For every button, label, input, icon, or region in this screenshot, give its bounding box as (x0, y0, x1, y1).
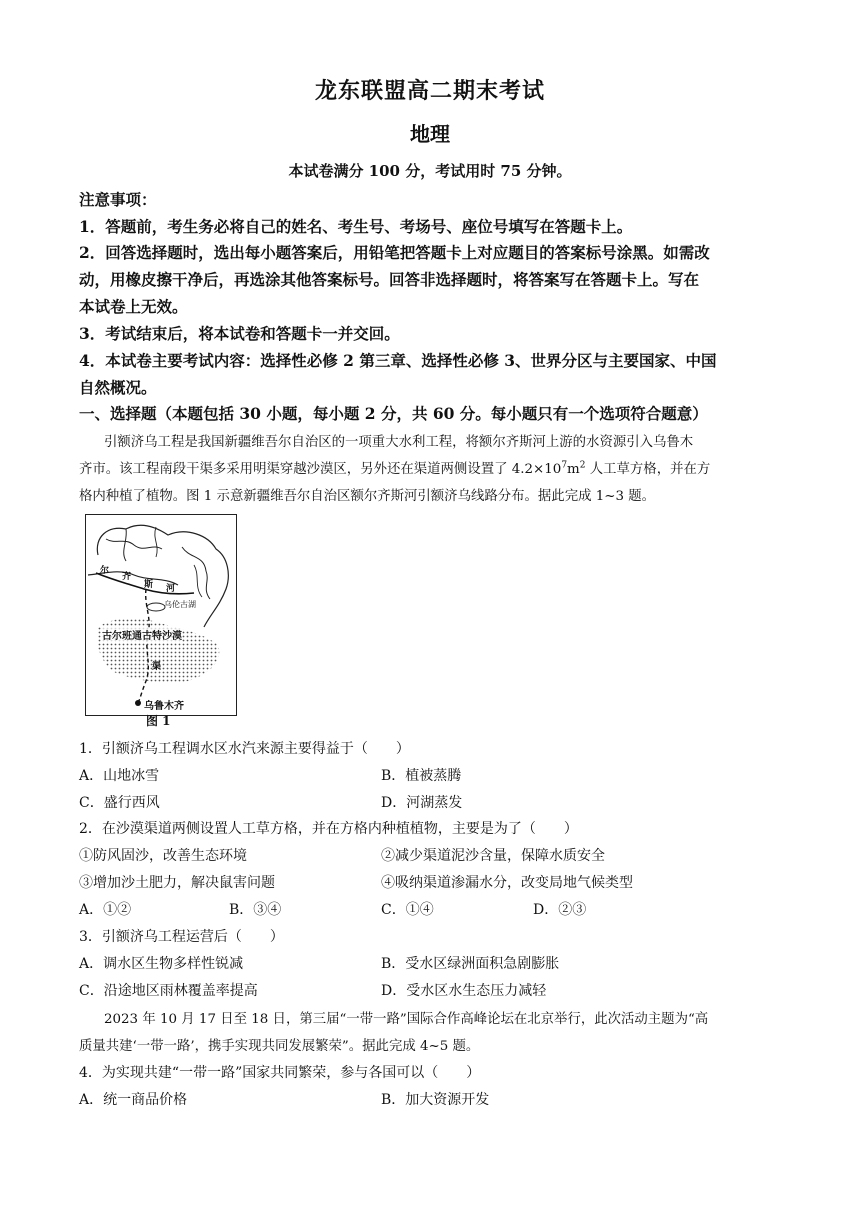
canal-label: 渠 (152, 662, 162, 672)
option-b: B．③④ (229, 902, 282, 918)
subject-title: 地理 (410, 122, 450, 146)
figure-1-map (85, 514, 237, 716)
option-d: D．②③ (533, 902, 587, 918)
option-a: A．①② (79, 902, 132, 918)
city-label: 乌鲁木齐 (144, 701, 184, 712)
notice-line: 3．考试结束后，将本试卷和答题卡一并交回。 (79, 324, 400, 343)
passage-text: 齐市。该工程南段干渠多采用明渠穿越沙漠区，另外还在渠道两侧设置了 4.2×10 (79, 462, 562, 477)
passage-line: 格内种植了植物。图 1 示意新疆维吾尔自治区额尔齐斯河引额济乌线路分布。据此完成 1~3 题。 (79, 489, 656, 504)
option-d: D．受水区水生态压力减轻 (381, 983, 547, 999)
notice-line: 自然概况。 (79, 378, 157, 397)
option-c: C．盛行西风 (79, 795, 160, 811)
option-c: C．①④ (381, 902, 434, 918)
option-d: D．河湖蒸发 (381, 795, 463, 811)
desert-label: 古尔班通古特沙漠 (102, 627, 182, 642)
option-a: A．统一商品价格 (79, 1092, 188, 1108)
passage-line (79, 458, 710, 477)
statement-3: ③增加沙土肥力，解决鼠害问题 (79, 875, 275, 891)
river-label: 齐 (122, 572, 132, 582)
exponent: 2 (579, 460, 586, 471)
statement-2: ②减少渠道泥沙含量，保障水质安全 (381, 848, 605, 864)
notice-line: 1．答题前，考生务必将自己的姓名、考生号、考场号、座位号填写在答题卡上。 (79, 217, 633, 236)
passage-text: 人工草方格，并在方 (585, 462, 711, 477)
passage-line: 2023 年 10 月 17 日至 18 日，第三届“一带一路”国际合作高峰论坛在北京举行，此次活动主题为“高 (104, 1012, 709, 1027)
notice-line: 4．本试卷主要考试内容：选择性必修 2 第三章、选择性必修 3、世界分区与主要国家、中国 (79, 351, 717, 370)
passage-line: 引额济乌工程是我国新疆维吾尔自治区的一项重大水利工程，将额尔齐斯河上游的水资源引入乌鲁木 (104, 435, 694, 450)
section-heading: 一、选择题（本题包括 30 小题，每小题 2 分，共 60 分。每小题只有一个选项符合题意） (79, 404, 708, 423)
score-line: 本试卷满分 100 分，考试用时 75 分钟。 (288, 162, 572, 180)
river-label: 河 (166, 584, 176, 594)
option-a: A．山地冰雪 (79, 768, 160, 784)
question-stem: 3．引额济乌工程运营后（ ） (79, 929, 284, 945)
option-b: B．加大资源开发 (381, 1092, 490, 1108)
option-b: B．植被蒸腾 (381, 768, 462, 784)
option-b: B．受水区绿洲面积急剧膨胀 (381, 956, 560, 972)
option-a: A．调水区生物多样性锐减 (79, 956, 244, 972)
river-label: 斯 (144, 580, 154, 590)
notice-heading: 注意事项： (79, 190, 157, 209)
notice-line: 本试卷上无效。 (79, 297, 188, 316)
exponent: 7 (561, 460, 568, 471)
exam-title: 龙东联盟高二期末考试 (314, 78, 545, 104)
question-stem: 4．为实现共建“一带一路”国家共同繁荣，参与各国可以（ ） (79, 1065, 481, 1081)
question-stem: 2．在沙漠渠道两侧设置人工草方格，并在方格内种植植物，主要是为了（ ） (79, 821, 578, 837)
lake-label: 乌伦古湖 (164, 600, 196, 609)
river-label: 尔 (100, 566, 110, 576)
notice-line: 2．回答选择题时，选出每小题答案后，用铅笔把答题卡上对应题目的答案标号涂黑。如需改 (79, 243, 710, 262)
passage-text: m (567, 462, 580, 477)
statement-4: ④吸纳渠道渗漏水分，改变局地气候类型 (381, 875, 633, 891)
option-c: C．沿途地区雨林覆盖率提高 (79, 983, 258, 999)
statement-1: ①防风固沙，改善生态环境 (79, 848, 247, 864)
figure-caption: 图 1 (146, 714, 171, 728)
passage-line: 质量共建‘一带一路’，携手实现共同发展繁荣”。据此完成 4~5 题。 (79, 1039, 480, 1054)
question-stem: 1．引额济乌工程调水区水汽来源主要得益于（ ） (79, 741, 410, 757)
map-graphic (86, 515, 236, 715)
notice-line: 动，用橡皮擦干净后，再选涂其他答案标号。回答非选择题时，将答案写在答题卡上。写在 (79, 270, 700, 289)
